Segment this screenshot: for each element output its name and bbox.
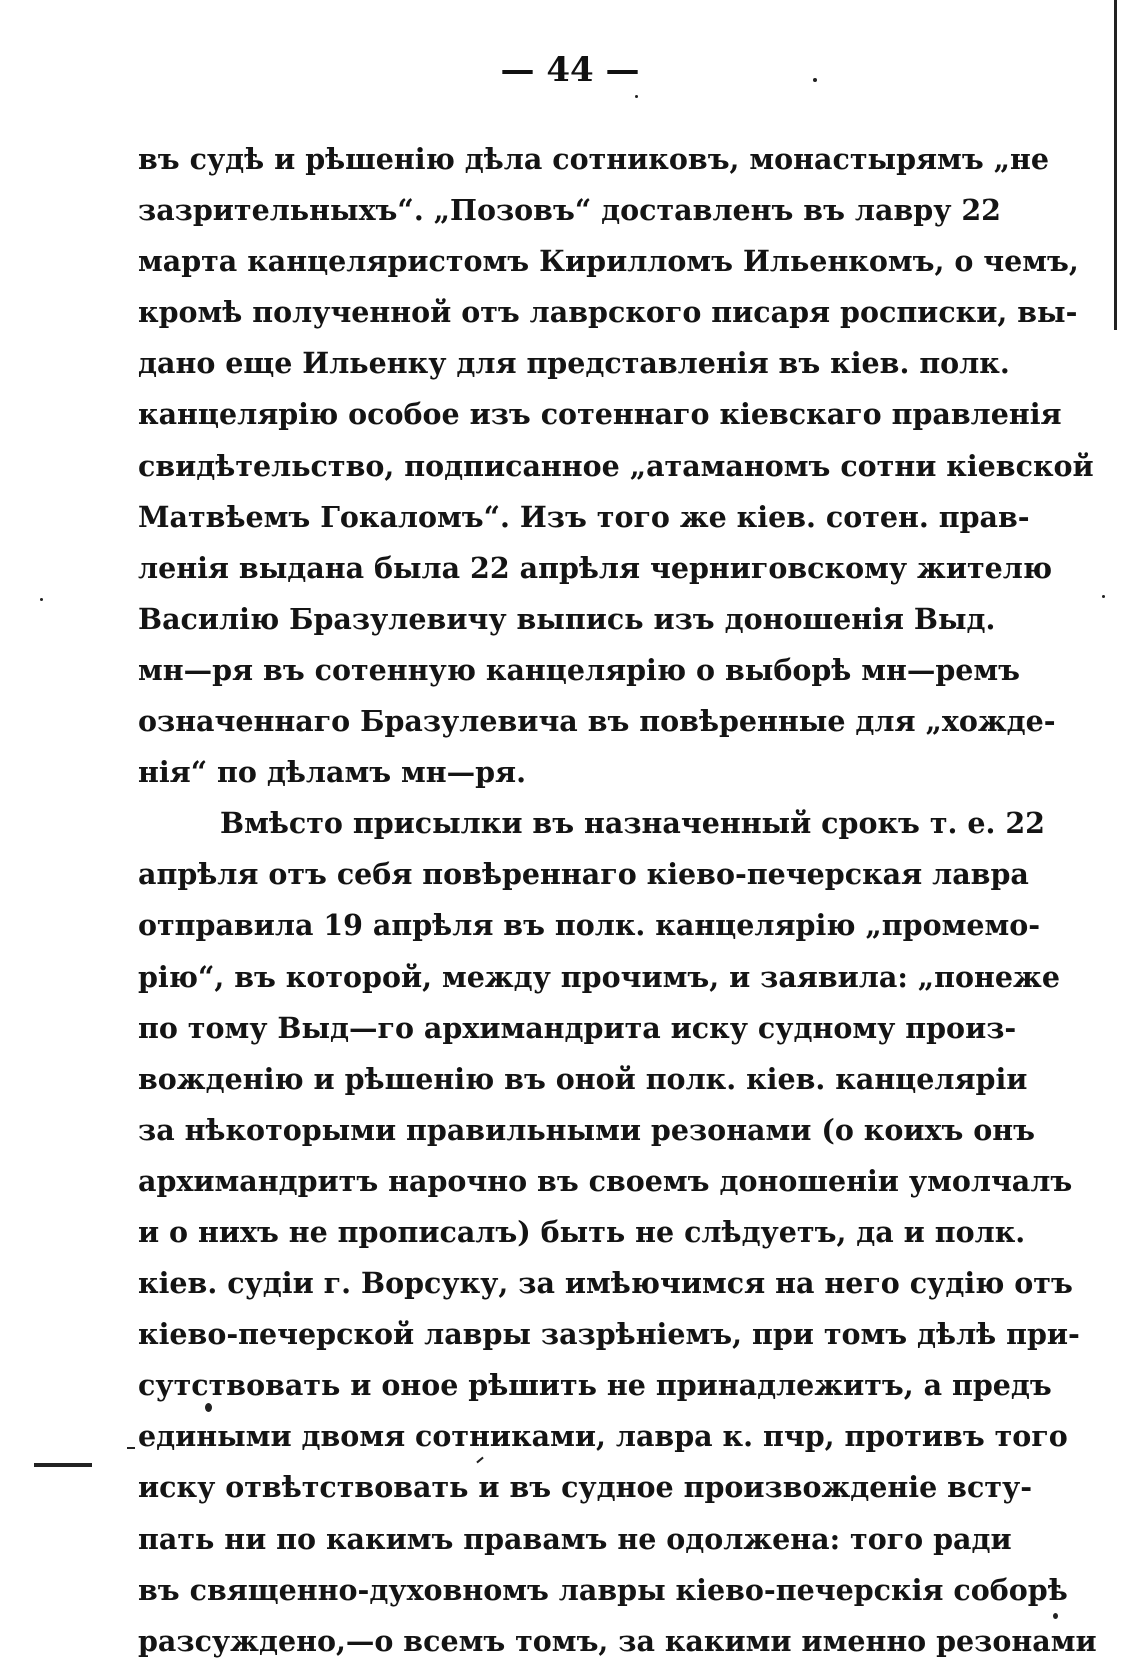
text-line: по тому Выд—го архимандрита иску судному произ- [138, 1010, 1017, 1045]
ink-speck [40, 598, 43, 601]
text-line: пать ни по какимъ правамъ не одолжена: того ради [138, 1521, 1012, 1556]
body-text [138, 134, 1097, 1667]
text-line: и о нихъ не прописалъ) быть не слѣдуетъ, да и полк. [138, 1214, 1026, 1249]
text-line: Вмѣсто присылки въ назначенный срокъ т. е. 22 [220, 806, 1045, 841]
text-line: нія“ по дѣламъ мн—ря. [138, 755, 527, 790]
text-line: Матвѣемъ Гокаломъ“. Изъ того же кіев. сотен. прав- [138, 499, 1030, 534]
text-line: марта канцеляристомъ Кирилломъ Ильенкомъ, о чемъ, [138, 244, 1079, 279]
text-line: ленія выдана была 22 апрѣля черниговскому жителю [138, 550, 1053, 585]
text-line: свидѣтельство, подписанное „атаманомъ сотни кіевской [138, 448, 1094, 483]
text-line: означеннаго Бразулевича въ повѣренные для „хожде- [138, 704, 1056, 739]
text-line: мн—ря въ сотенную канцелярію о выборѣ мн—ремъ [138, 652, 1021, 687]
text-line: кіев. судіи г. Ворсуку, за имѣючимся на него судію отъ [138, 1266, 1073, 1301]
text-line: архимандритъ нарочно въ своемъ доношеніи умолчалъ [138, 1163, 1073, 1198]
page-number: — 44 — [500, 50, 640, 90]
ink-speck [635, 95, 638, 98]
text-line: отправила 19 апрѣля въ полк. канцелярію „промемо- [138, 908, 1041, 943]
text-line: дано еще Ильенку для представленія въ кіев. полк. [138, 346, 1010, 381]
text-line: вожденію и рѣшенію въ оной полк. кіев. канцеляріи [138, 1061, 1028, 1096]
ink-speck [813, 78, 817, 82]
text-line: сутствовать и оное рѣшить не принадлежитъ, а предъ [138, 1368, 1052, 1403]
text-line: рію“, въ которой, между прочимъ, и заявила: „понеже [138, 959, 1060, 994]
text-line: апрѣля отъ себя повѣреннаго кіево-печерская лавра [138, 857, 1029, 892]
text-line: за нѣкоторыми правильными резонами (о коихъ онъ [138, 1112, 1035, 1147]
ink-smudge [34, 1463, 92, 1467]
text-line: зазрительныхъ“. „Позовъ“ доставленъ въ лавру 22 [138, 193, 1002, 228]
text-line: кіево-печерской лавры зазрѣніемъ, при томъ дѣлѣ при- [138, 1317, 1080, 1352]
text-line: иску отвѣтствовать и въ судное произвожденіе всту- [138, 1470, 1033, 1505]
text-line: канцелярію особое изъ сотеннаго кіевскаго правленія [138, 397, 1062, 432]
text-line: въ судѣ и рѣшенію дѣла сотниковъ, монастырямъ „не [138, 142, 1049, 176]
text-line: разсуждено,—о всемъ томъ, за какими именно резонами [138, 1623, 1097, 1658]
text-line: въ священно-духовномъ лавры кіево-печерскія соборѣ [138, 1572, 1068, 1607]
text-line: едиными двомя сотниками, лавра к. пчр, противъ того [138, 1419, 1068, 1454]
text-line: кромѣ полученной отъ лаврского писаря росписки, вы- [138, 295, 1078, 330]
ink-speck [1053, 1613, 1058, 1619]
ink-smudge [127, 1447, 135, 1449]
ink-speck [205, 1403, 212, 1412]
ink-speck [1102, 595, 1105, 598]
text-line: Василію Бразулевичу выпись изъ доношенія Выд. [138, 601, 996, 636]
